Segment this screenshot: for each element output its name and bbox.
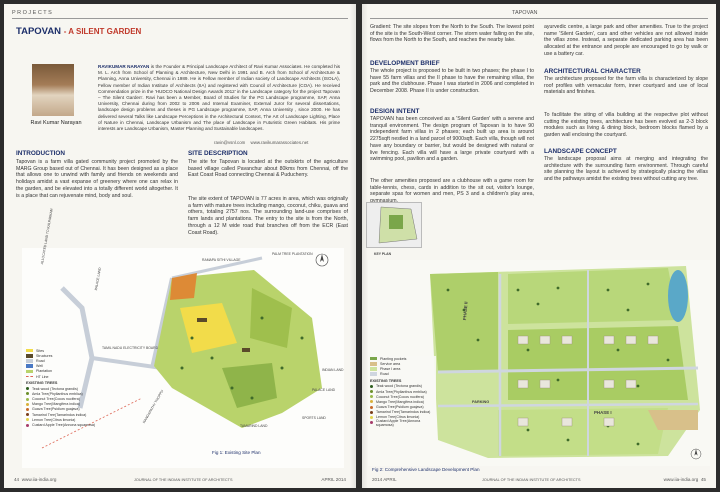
tree-label: Tamarind Tree(Tamarindus indica): [376, 410, 431, 415]
section-header: PROJECTS: [12, 10, 54, 16]
author-bio: [98, 64, 340, 132]
legend-swatch: [370, 362, 377, 366]
map-label: INDIAN LAND: [322, 368, 344, 372]
tree-label: Coconut Tree(Cocos nucifera): [32, 397, 80, 402]
map-label: TAMIL NADU ELECTRICITY BOARD: [102, 346, 159, 350]
intent-text-2: The other amenities proposed are a clubhouse with a game room for table-tennis, chess, cards in addition to the sit out, visitor's lounge, separate spas for women and men, PS 3 and a children's play area,: [370, 178, 534, 198]
legend-label: Road: [36, 358, 45, 363]
author-website[interactable]: www.ravikumarassociates.net: [250, 140, 309, 145]
tree-label: Teak wood (Tectona grandis): [376, 384, 422, 389]
tree-dot: [26, 408, 29, 411]
intent-text-1: TAPOVAN has been conceived as a 'Silent Garden' with a serene and tranquil environment. The design program of Tapovan is to have 90 independent farm villas in 2 phases; each built up area is around 2275sqft nestled in a land parcel of 9000sqft. Each villa, though will not have any boundary or barrier, but would be designed with natural or live fencing. Each villa will have a large private courtyard with a swimming pool, pavilion and a garden.: [370, 116, 534, 163]
footer-date: APRIL 2014: [321, 477, 346, 482]
tree-label: Custard Apple Tree(Annona squamosa): [375, 418, 421, 427]
tree-label: Guava Tree(Psidium guajava): [376, 405, 424, 410]
legend-swatch: [26, 354, 33, 358]
page-fold-shadow: [350, 4, 356, 488]
tree-dot: [26, 413, 29, 416]
tree-dot: [370, 390, 373, 393]
tree-label: Custard Apple Tree(Annona squamosa): [32, 423, 96, 428]
legend-label: Well: [36, 364, 43, 369]
page-number: 45: [700, 477, 706, 482]
right-page: [362, 4, 716, 488]
author-photo: [32, 64, 74, 116]
tree-dot: [26, 387, 29, 390]
figure-caption: Fig 1: Existing Site Plan: [212, 450, 261, 455]
map-label: PALACE LAND: [312, 388, 336, 392]
map-label: RANGAPATHY THOPPU: [142, 389, 165, 424]
map-label: SPORTS LAND: [302, 416, 326, 420]
legend-swatch: [26, 376, 33, 377]
trees-heading: EXISTING TREES: [26, 381, 58, 386]
header-rule: [12, 18, 348, 19]
arch-text-2: To facilitate the siting of villa building at the respective plot without cutting the existing trees, architecture has been evolved as 2-3 block modules such as living & dining block, bedroom blocks flamed by a garden wall enclosing the courtyard.: [544, 112, 708, 139]
tree-dot: [26, 398, 29, 401]
author-photo-caption: Ravi Kumar Narayan: [30, 120, 82, 126]
tree-label: Mango Tree(Mangifera indica): [376, 399, 424, 404]
phase-1-label: PHASE I: [594, 410, 612, 415]
footer-page-number: [14, 477, 56, 482]
dev-heading: DEVELOPMENT BRIEF: [370, 60, 440, 67]
map-label: PALACE LAND: [94, 267, 102, 291]
legend-swatch: [370, 367, 377, 371]
legend-label: Phase I area: [380, 366, 401, 371]
key-plan-map: [367, 203, 423, 249]
bio-name: RAVIKUMAR NARAYAN: [98, 64, 150, 69]
site-text-2: The site extent of TAPOVAN is 77 acres in area, which was originally a farm with mature trees including mango, coconut, chiku, guava and others, totaling 2757 nos. The surrounding land-use comprises of farm lands and plantations. The entry to the site is from the North, through a 12 M wide road that branches off from the ECR (East Coast Road).: [188, 196, 348, 236]
key-plan: [366, 202, 422, 248]
legend-label: Service area: [380, 361, 401, 366]
tree-dot: [370, 421, 373, 424]
map-label: ALLOCATED LAND TO KALPAKKAM: [40, 208, 54, 265]
map-label: TAMARIND LAND: [240, 424, 268, 428]
arch-text-1: The architecture proposed for the farm villa is characterized by slope roof profiles with vernacular form, inner courtyard and use of local materials and finishes.: [544, 76, 708, 96]
tree-label: Guava Tree(Psidium guajava): [32, 407, 80, 412]
legend-swatch: [26, 359, 33, 363]
legend-swatch: [370, 357, 377, 361]
tree-dot: [370, 411, 373, 414]
legend-label: Plantation: [36, 369, 52, 374]
page-fold-shadow: [362, 4, 368, 488]
intent-heading: DESIGN INTENT: [370, 108, 420, 115]
bio-text: is the Founder & Principal Landscape Architect of Ravi Kumar Associates. He completed his M. L. Arch from School of Planning & Architecture, New Delhi in 1991 and B. Arch from School of Architecture & Planning, Anna University, Chennai in 1989. He is Fellow member of Indian society of Landscape Architects (ISOLA), Fellow member of Indian Institute of Architects (IIA) and registered with Council of Architecture (COA). He received Commendation prize in the 'HUDCO National Design Awards 2012' in the Landscape category for the project Tapovan – The Silent Garden'. Ravi has been a Member, Board of Studies for the PG Landscape programme, SAP, Anna University, Chennai during from 2002 to 2006 and Internal Examiner, External Juror for several dissertations, landscape design problems and theses in PG Landscape programme, SAP, Anna University , since 2000. He has delivered several Talks like Landscape Perceptions in the Architectural Context, The Art of Landscape Lighting, Place of Nature in Chennai, Landscape Urbanism and The place of Landscape in Futuristic Green Habitats. His prime interests are Landscape Urbanism, Master Planning and Sustainable landscapes.: [98, 64, 341, 132]
legend-label: Sites: [36, 348, 44, 353]
figure-caption: Fig 2: Comprehensive Landscape Development Plan: [372, 467, 480, 472]
author-contact: [214, 140, 308, 145]
gradient-text: Gradient: The site slopes from the North to the South. The lowest point of the site is the South-West corner. The storm water falling on the site, flows from the North to the South, and reaches the nearby lake.: [370, 24, 534, 44]
intro-text: Tapovan is a farm villa gated community project promoted by the MARG Group based out of Chennai. It has been designed as a place that allows one to unwind with family and friends on weekends and holidays amidst a vast expanse of greenery where one can relax in the garden, and be elevated into a totally different world altogether. It is a place that can rejuvenate mind, body and soul.: [16, 159, 178, 199]
tree-label: Lemon Tree(Citrus limonia): [32, 417, 76, 422]
page-number: 44: [14, 477, 20, 482]
left-page: [4, 4, 356, 488]
footer-date: 2014 APRIL: [372, 477, 397, 482]
footer-site: www.iia-india.org: [663, 477, 699, 482]
legend-swatch: [370, 372, 377, 376]
tree-label: Teak wood (Tectona grandis): [32, 386, 78, 391]
intro-heading: INTRODUCTION: [16, 150, 65, 157]
arch-heading: ARCHITECTURAL CHARACTER: [544, 68, 641, 75]
legend-label: HT Line: [36, 374, 49, 379]
legend-label: Structures: [36, 353, 53, 358]
legend-label: Planting pockets: [380, 356, 407, 361]
tree-dot: [26, 392, 29, 395]
tree-dot: [370, 416, 373, 419]
footer-journal: JOURNAL OF THE INDIAN INSTITUTE OF ARCHITECTS: [134, 478, 233, 482]
key-plan-label: KEY PLAN: [374, 252, 392, 256]
footer-page-number: [664, 477, 706, 482]
site-text-1: The site for Tapovan is located at the outskirts of the agriculture based village called Pavanchur about 80kms from Chennai, off the East Coast Road connecting Chennai & Puducherry.: [188, 159, 348, 179]
tree-label: Coconut Tree(Cocos nucifera): [376, 394, 424, 399]
tree-dot: [370, 395, 373, 398]
footer-journal: JOURNAL OF THE INDIAN INSTITUTE OF ARCHITECTS: [482, 478, 581, 482]
footer-site: www.iia-india.org: [21, 477, 57, 482]
section-header: TAPOVAN: [512, 10, 538, 16]
title-subtitle: - A SILENT GARDEN: [63, 27, 142, 36]
phase-2-label: PHASE II: [462, 301, 469, 321]
column2-text: ayurvedic centre, a large park and other amenities. True to the project name 'Silent Garden', cars and other vehicles are not allowed inside the villas zone. Instead, a separate dedicated parking area has been allocated at the entrance and people are encouraged to go by walk or use a battery car.: [544, 24, 708, 57]
concept-heading: LANDSCAPE CONCEPT: [544, 148, 617, 155]
concept-text: The landscape proposal aims at merging and integrating the architecture with the surrounding farm environment. Through careful site planning the layout is achieved by strategically placing the villas and the pathways amidst the existing trees without cutting any tree.: [544, 156, 708, 183]
legend-swatch: [26, 349, 33, 353]
tree-label: Lemon Tree(Citrus limonia): [376, 415, 420, 420]
legend-swatch: [26, 364, 33, 368]
landscape-development-plan: [368, 260, 710, 466]
title-main: TAPOVAN: [16, 26, 62, 37]
tree-dot: [26, 418, 29, 421]
article-title: [16, 26, 141, 37]
author-email[interactable]: ravin@vsnl.com: [214, 140, 246, 145]
legend-label: Road: [380, 372, 389, 377]
parking-label: PARKING: [472, 400, 490, 404]
tree-dot: [370, 406, 373, 409]
tree-label: Amla Tree(Phyllanthus emblica): [376, 389, 427, 394]
tree-dot: [370, 385, 373, 388]
map-label: RAMAPA SITHI VILLAGE: [202, 258, 241, 262]
site-heading: SITE DESCRIPTION: [188, 150, 248, 157]
map-label: PALM TREE PLANTATION: [272, 252, 313, 256]
header-rule: [370, 18, 708, 19]
tree-dot: [26, 424, 29, 427]
site-plan-legend: [26, 348, 96, 428]
tree-label: Mango Tree(Mangifera indica): [32, 402, 80, 407]
tree-dot: [370, 400, 373, 403]
tree-label: Tamarind Tree(Tamarindus indica): [32, 412, 87, 417]
dev-text: The whole project is proposed to be built in two phases; the phase I to have 55 farm villas and the II phase to have the remaining villas, the park and the clubhouse. Phase I was started in 2006 and completed in December 2008. Phase II is under construction.: [370, 68, 534, 95]
tree-dot: [26, 403, 29, 406]
trees-heading: EXISTING TREES: [370, 378, 402, 383]
tree-label: Amla Tree(Phyllanthus emblica): [32, 391, 83, 396]
landscape-plan-legend: [370, 356, 436, 425]
legend-swatch: [26, 370, 33, 374]
